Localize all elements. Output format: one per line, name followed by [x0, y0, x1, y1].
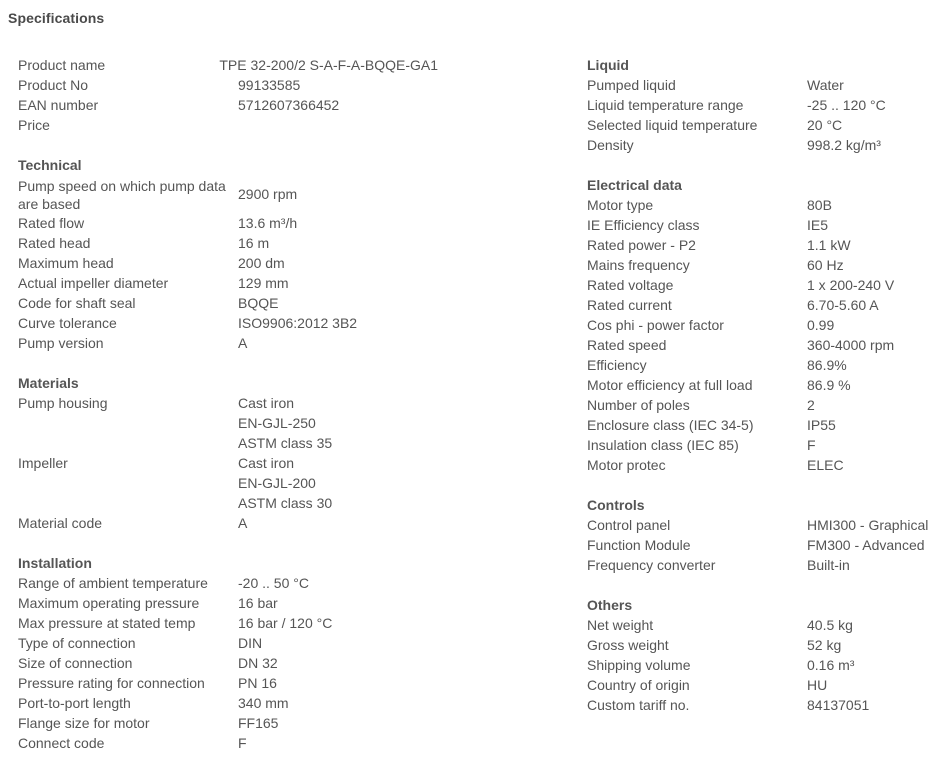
spec-label: Rated flow	[18, 215, 85, 231]
spec-row-efficiency	[587, 355, 932, 375]
spec-value: 1 x 200-240 V	[807, 277, 895, 293]
spec-row-density	[587, 135, 932, 155]
spec-value: ASTM class 30	[238, 495, 333, 511]
spec-values	[238, 693, 289, 713]
spec-value: EN-GJL-250	[238, 415, 316, 431]
spec-value: DN 32	[238, 655, 278, 671]
spec-row-type-of-connection	[18, 633, 438, 653]
spec-label: Selected liquid temperature	[587, 117, 758, 133]
spec-values	[807, 375, 851, 395]
spec-values	[238, 393, 332, 453]
spec-value: 0.16 m³	[807, 657, 855, 673]
spec-values	[238, 293, 278, 313]
spec-row-connect-code	[18, 733, 438, 753]
spec-value: HMI300 - Graphical	[807, 517, 929, 533]
spec-value: IE5	[807, 217, 829, 233]
spec-value: ISO9906:2012 3B2	[238, 315, 358, 331]
spec-values	[807, 695, 869, 715]
section-title: Liquid	[587, 57, 629, 73]
spec-values	[807, 195, 832, 215]
spec-value: 84137051	[807, 697, 870, 713]
spec-values	[238, 313, 357, 333]
section-spacer	[18, 135, 438, 155]
spec-label: Connect code	[18, 735, 105, 751]
spec-section-others	[587, 595, 932, 715]
spec-value: 99133585	[238, 77, 301, 93]
spec-values	[807, 555, 850, 575]
spec-section-technical	[18, 155, 438, 353]
spec-label: Control panel	[587, 517, 671, 533]
spec-label: Mains frequency	[587, 257, 690, 273]
spec-row-pressure-rating-for-connection	[18, 673, 438, 693]
spec-section-controls	[587, 495, 932, 575]
spec-row-selected-liquid-temperature	[587, 115, 932, 135]
spec-section-materials	[18, 373, 438, 533]
spec-value: 80B	[807, 197, 832, 213]
spec-label: Rated current	[587, 297, 672, 313]
spec-label: Motor efficiency at full load	[587, 377, 753, 393]
spec-label: Function Module	[587, 537, 691, 553]
spec-row-mains-frequency	[587, 255, 932, 275]
spec-label: Impeller	[18, 455, 68, 471]
spec-values	[807, 295, 879, 315]
spec-values	[807, 335, 894, 355]
section-title: Installation	[18, 555, 92, 571]
section-spacer	[18, 533, 438, 553]
spec-value: Water	[807, 77, 844, 93]
spec-value: 6.70-5.60 A	[807, 297, 879, 313]
spec-value: 998.2 kg/m³	[807, 137, 881, 153]
spec-row-maximum-head	[18, 253, 438, 273]
spec-values	[807, 675, 827, 695]
spec-row-frequency-converter	[587, 555, 932, 575]
spec-value: 20 °C	[807, 117, 843, 133]
section-title: Materials	[18, 375, 79, 391]
spec-value: 5712607366452	[238, 97, 340, 113]
spec-values	[238, 95, 339, 115]
spec-values	[807, 635, 841, 655]
spec-values	[238, 713, 278, 733]
spec-row-rated-power-p2	[587, 235, 932, 255]
spec-label: Port-to-port length	[18, 695, 131, 711]
spec-values	[238, 673, 277, 693]
spec-label: Density	[587, 137, 634, 153]
spec-row-maximum-operating-pressure	[18, 593, 438, 613]
spec-label: Custom tariff no.	[587, 697, 690, 713]
spec-value: 340 mm	[238, 695, 289, 711]
spec-row-liquid-temperature-range	[587, 95, 932, 115]
spec-values	[238, 633, 262, 653]
spec-row-function-module	[587, 535, 932, 555]
section-title: Electrical data	[587, 177, 682, 193]
spec-row-curve-tolerance	[18, 313, 438, 333]
spec-label: Rated head	[18, 235, 91, 251]
spec-section-installation	[18, 553, 438, 753]
spec-label: Pumped liquid	[587, 77, 676, 93]
spec-label: IE Efficiency class	[587, 217, 700, 233]
spec-row-country-of-origin	[587, 675, 932, 695]
spec-row-actual-impeller-diameter	[18, 273, 438, 293]
spec-row-rated-speed	[587, 335, 932, 355]
spec-row-rated-voltage	[587, 275, 932, 295]
spec-label: Curve tolerance	[18, 315, 117, 331]
spec-label: Rated power - P2	[587, 237, 696, 253]
spec-values	[807, 255, 844, 275]
spec-label: Pump housing	[18, 395, 108, 411]
spec-label: Product No	[18, 77, 89, 93]
spec-value: ASTM class 35	[238, 435, 333, 451]
spec-row-pump-housing	[18, 393, 438, 453]
spec-value: 2	[807, 397, 815, 413]
spec-label: Product name	[18, 57, 106, 73]
section-spacer	[587, 475, 932, 495]
spec-values	[238, 253, 285, 273]
spec-row-control-panel	[587, 515, 932, 535]
spec-row-custom-tariff-no	[587, 695, 932, 715]
spec-values	[807, 415, 836, 435]
spec-label: Price	[18, 117, 50, 133]
spec-label: Maximum operating pressure	[18, 595, 200, 611]
spec-row-product-name	[18, 55, 438, 75]
spec-label: Cos phi - power factor	[587, 317, 724, 333]
spec-values	[807, 75, 844, 95]
spec-row-pump-speed-on-which-pump-data-are-based	[18, 175, 438, 213]
spec-values	[219, 55, 438, 75]
left-spec-column	[18, 55, 438, 753]
spec-value: TPE 32-200/2 S-A-F-A-BQQE-GA1	[219, 57, 438, 73]
spec-row-ie-efficiency-class	[587, 215, 932, 235]
right-spec-column	[587, 55, 932, 715]
spec-row-cos-phi-power-factor	[587, 315, 932, 335]
spec-label: Range of ambient temperature	[18, 575, 208, 591]
spec-value: IP55	[807, 417, 836, 433]
spec-value: -20 .. 50 °C	[238, 575, 309, 591]
spec-values	[807, 535, 925, 555]
spec-row-motor-protec	[587, 455, 932, 475]
spec-label: Material code	[18, 515, 103, 531]
spec-values	[807, 355, 847, 375]
spec-row-max-pressure-at-stated-temp	[18, 613, 438, 633]
spec-label: Motor type	[587, 197, 654, 213]
spec-value: Cast iron	[238, 395, 295, 411]
spec-values	[807, 395, 815, 415]
spec-values	[238, 184, 297, 204]
spec-label: Rated voltage	[587, 277, 674, 293]
spec-label: Actual impeller diameter	[18, 275, 169, 291]
spec-value: FM300 - Advanced	[807, 537, 925, 553]
spec-row-motor-efficiency-at-full-load	[587, 375, 932, 395]
spec-values	[238, 333, 247, 353]
spec-row-code-for-shaft-seal	[18, 293, 438, 313]
section-title: Controls	[587, 497, 645, 513]
spec-values	[238, 653, 278, 673]
section-title: Technical	[18, 157, 82, 173]
spec-value: Cast iron	[238, 455, 295, 471]
section-spacer	[18, 353, 438, 373]
spec-row-range-of-ambient-temperature	[18, 573, 438, 593]
spec-value: 16 bar / 120 °C	[238, 615, 333, 631]
spec-row-ean-number	[18, 95, 438, 115]
spec-label: Net weight	[587, 617, 654, 633]
spec-value: A	[238, 335, 248, 351]
spec-label: Efficiency	[587, 357, 647, 373]
spec-value: 0.99	[807, 317, 835, 333]
spec-value: 40.5 kg	[807, 617, 853, 633]
spec-label: Motor protec	[587, 457, 666, 473]
section-title: Others	[587, 597, 633, 613]
spec-values	[807, 615, 853, 635]
spec-values	[238, 233, 269, 253]
spec-label: Pump speed on which pump data are based	[18, 177, 226, 212]
spec-label: EAN number	[18, 97, 99, 113]
spec-values	[807, 115, 842, 135]
spec-value: F	[238, 735, 247, 751]
spec-row-price	[18, 115, 438, 135]
spec-value: Built-in	[807, 557, 850, 573]
spec-values	[807, 235, 851, 255]
spec-values	[238, 213, 297, 233]
spec-value: EN-GJL-200	[238, 475, 316, 491]
spec-label: Type of connection	[18, 635, 136, 651]
spec-row-pump-version	[18, 333, 438, 353]
spec-row-rated-head	[18, 233, 438, 253]
spec-value: A	[238, 515, 248, 531]
spec-row-impeller	[18, 453, 438, 513]
spec-values	[238, 75, 300, 95]
spec-value: 13.6 m³/h	[238, 215, 298, 231]
spec-value: 86.9%	[807, 357, 847, 373]
spec-value: FF165	[238, 715, 279, 731]
spec-label: Size of connection	[18, 655, 133, 671]
spec-label: Pump version	[18, 335, 104, 351]
spec-row-port-to-port-length	[18, 693, 438, 713]
spec-value: 2900 rpm	[238, 186, 298, 202]
spec-section-general	[18, 55, 438, 135]
section-spacer	[587, 155, 932, 175]
spec-values	[238, 513, 247, 533]
spec-label: Code for shaft seal	[18, 295, 136, 311]
spec-value: F	[807, 437, 816, 453]
spec-value: 16 bar	[238, 595, 278, 611]
spec-value: 86.9 %	[807, 377, 851, 393]
spec-value: BQQE	[238, 295, 279, 311]
page-title: Specifications	[8, 10, 105, 26]
spec-values	[807, 455, 844, 475]
spec-value: 16 m	[238, 235, 270, 251]
spec-label: Insulation class (IEC 85)	[587, 437, 739, 453]
spec-values	[807, 515, 928, 535]
spec-values	[807, 435, 816, 455]
spec-row-net-weight	[587, 615, 932, 635]
spec-label: Rated speed	[587, 337, 667, 353]
spec-label: Pressure rating for connection	[18, 675, 205, 691]
spec-row-number-of-poles	[587, 395, 932, 415]
spec-value: HU	[807, 677, 828, 693]
spec-row-material-code	[18, 513, 438, 533]
spec-value: 200 dm	[238, 255, 285, 271]
spec-label: Maximum head	[18, 255, 114, 271]
spec-label: Number of poles	[587, 397, 690, 413]
spec-value: ELEC	[807, 457, 844, 473]
spec-label: Liquid temperature range	[587, 97, 744, 113]
spec-row-product-no	[18, 75, 438, 95]
spec-value: 1.1 kW	[807, 237, 851, 253]
spec-value: PN 16	[238, 675, 277, 691]
spec-values	[238, 733, 247, 753]
spec-section-electrical-data	[587, 175, 932, 475]
spec-value: -25 .. 120 °C	[807, 97, 886, 113]
spec-row-rated-current	[587, 295, 932, 315]
spec-values	[807, 215, 828, 235]
spec-values	[807, 95, 886, 115]
spec-row-pumped-liquid	[587, 75, 932, 95]
spec-values	[238, 573, 309, 593]
spec-values	[807, 655, 854, 675]
spec-value: 360-4000 rpm	[807, 337, 895, 353]
spec-label: Flange size for motor	[18, 715, 150, 731]
spec-value: 60 Hz	[807, 257, 844, 273]
spec-row-rated-flow	[18, 213, 438, 233]
spec-values	[807, 135, 881, 155]
spec-values	[807, 315, 834, 335]
spec-row-size-of-connection	[18, 653, 438, 673]
spec-value: DIN	[238, 635, 263, 651]
spec-row-shipping-volume	[587, 655, 932, 675]
spec-values	[238, 273, 289, 293]
spec-values	[238, 453, 332, 513]
section-spacer	[587, 575, 932, 595]
spec-label: Max pressure at stated temp	[18, 615, 196, 631]
spec-label: Gross weight	[587, 637, 669, 653]
spec-row-flange-size-for-motor	[18, 713, 438, 733]
spec-row-gross-weight	[587, 635, 932, 655]
spec-row-motor-type	[587, 195, 932, 215]
spec-row-enclosure-class-iec-34-5	[587, 415, 932, 435]
spec-label: Country of origin	[587, 677, 690, 693]
spec-label: Frequency converter	[587, 557, 716, 573]
spec-label: Shipping volume	[587, 657, 691, 673]
spec-values	[238, 593, 278, 613]
spec-values	[238, 613, 332, 633]
spec-section-liquid	[587, 55, 932, 155]
spec-values	[807, 275, 894, 295]
spec-value: 52 kg	[807, 637, 842, 653]
spec-label: Enclosure class (IEC 34-5)	[587, 417, 754, 433]
spec-value: 129 mm	[238, 275, 289, 291]
spec-row-insulation-class-iec-85	[587, 435, 932, 455]
